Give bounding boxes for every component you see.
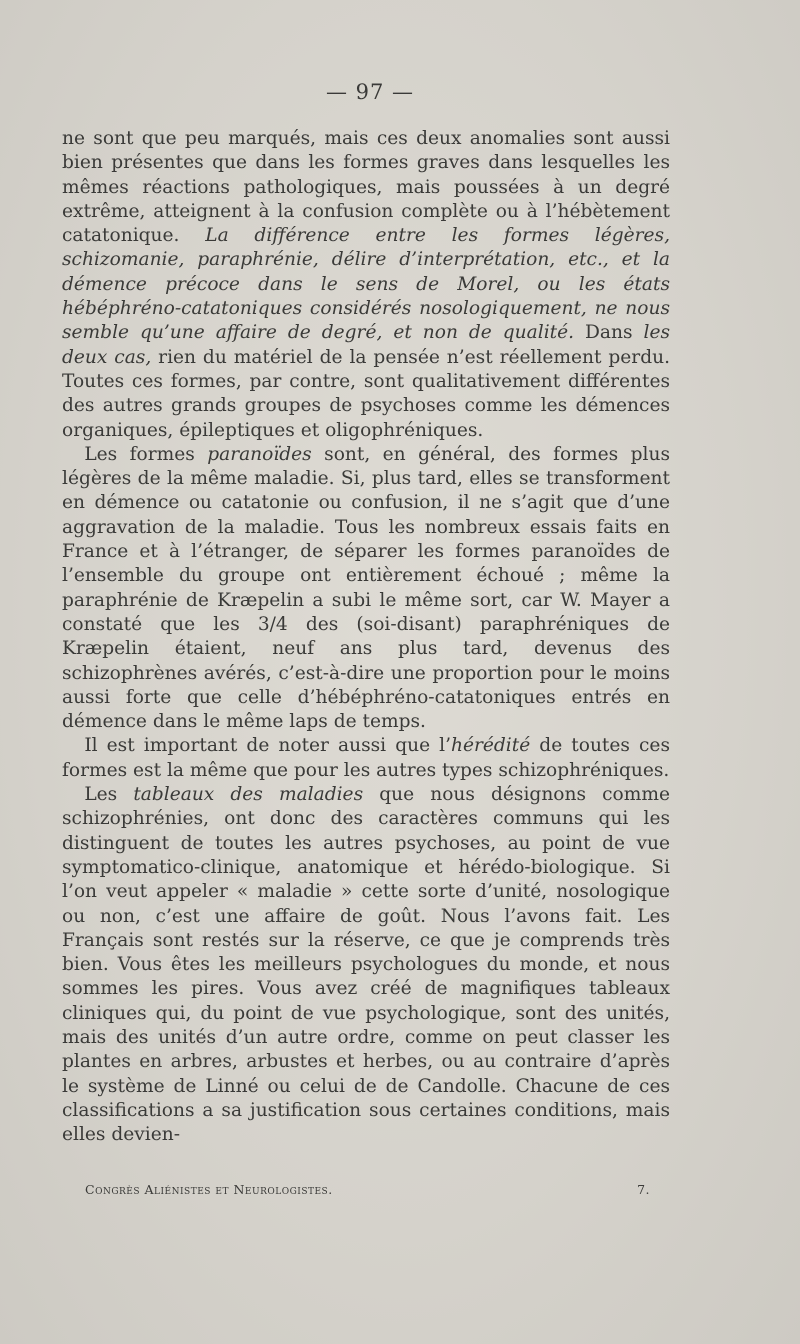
italic-run: tableaux des maladies xyxy=(133,784,364,806)
text-run: rien du matériel de la pensée n’est réellement perdu. Toutes ces formes, par contre, sont qualitativement différentes des autres grands groupes de psychoses comme les démences organiques, épileptiques et oligophréniques. xyxy=(62,346,670,441)
text-run: Les formes xyxy=(84,443,208,465)
paragraph xyxy=(62,443,670,735)
body-text xyxy=(62,127,670,1147)
text-run: sont, en général, des formes plus légères de la même maladie. Si, plus tard, elles se transforment en démence ou catatonie ou confusion, il ne s’agit que d’une aggravation de la maladie. Tous les nombreux essais faits en France et à l’étranger, de séparer les formes paranoïdes de l’ensemble du groupe ont entièrement échoué ; même la paraphrénie de Kræpelin a subi le même sort, car W. Mayer a constaté que les 3/4 des (soi-disant) paraphréniques de Kræpelin étaient, neuf ans plus tard, devenus des schizophrènes avérés, c’est-à-dire une proportion pour le moins aussi forte que celle d’hébéphréno-catatoniques entrés en démence dans le même laps de temps. xyxy=(62,443,671,733)
text-run: que nous désignons comme schizophrénies, ont donc des caractères communs qui les distinguent de toutes les autres psychoses, au point de vue symptomatico-clinique, anatomique et hérédo-biologique. Si l’on veut appeler « maladie » cette sorte d’unité, nosologique ou non, c’est une affaire de goût. Nous l’avons fait. Les Français sont restés sur la réserve, ce que je comprends très bien. Vous êtes les meilleurs psychologues du monde, et nous sommes les pires. Vous avez créé de magnifiques tableaux cliniques qui, du point de vue psychologique, sont des unités, mais des unités d’un autre ordre, comme on peut classer les plantes en arbres, arbustes et herbes, ou au contraire d’après le système de Linné ou celui de de Candolle. Chacune de ces classifications a sa justification sous certaines conditions, mais elles devien- xyxy=(62,784,670,1146)
page-number: — 97 — xyxy=(325,80,415,104)
text-run: ne sont que peu marqués, mais ces deux anomalies sont aussi bien présentes que dans les formes graves dans lesquelles les mêmes réactions pathologiques, mais poussées à un degré extrême, atteignent à la confusion complète ou à l’hébètement catatonique. xyxy=(62,128,670,247)
paragraph xyxy=(62,127,670,443)
text-run: Dans xyxy=(574,322,644,344)
footer-publication: Congrès Aliénistes et Neurologistes. xyxy=(85,1182,333,1197)
page-footer xyxy=(85,1182,670,1197)
footer-signature: 7. xyxy=(637,1182,650,1197)
paragraph xyxy=(62,783,670,1147)
text-run: Il est important de noter aussi que l’ xyxy=(84,735,452,757)
italic-run: paranoïdes xyxy=(207,443,312,465)
paragraph xyxy=(62,734,670,783)
text-run: de toutes ces formes est la même que pour les autres types schizophréniques. xyxy=(62,735,670,781)
text-run: Les xyxy=(84,784,134,806)
italic-run: les deux cas, xyxy=(62,322,670,368)
italic-run: La différence entre les formes légères, schizomanie, paraphrénie, délire d’interprétation, etc., et la démence précoce dans le sens de Morel, ou les états hébéphréno-catatoniques considérés nosologiquement, ne nous semble qu’une affaire de degré, et non de qualité. xyxy=(62,225,670,344)
italic-run: hérédité xyxy=(451,735,531,757)
